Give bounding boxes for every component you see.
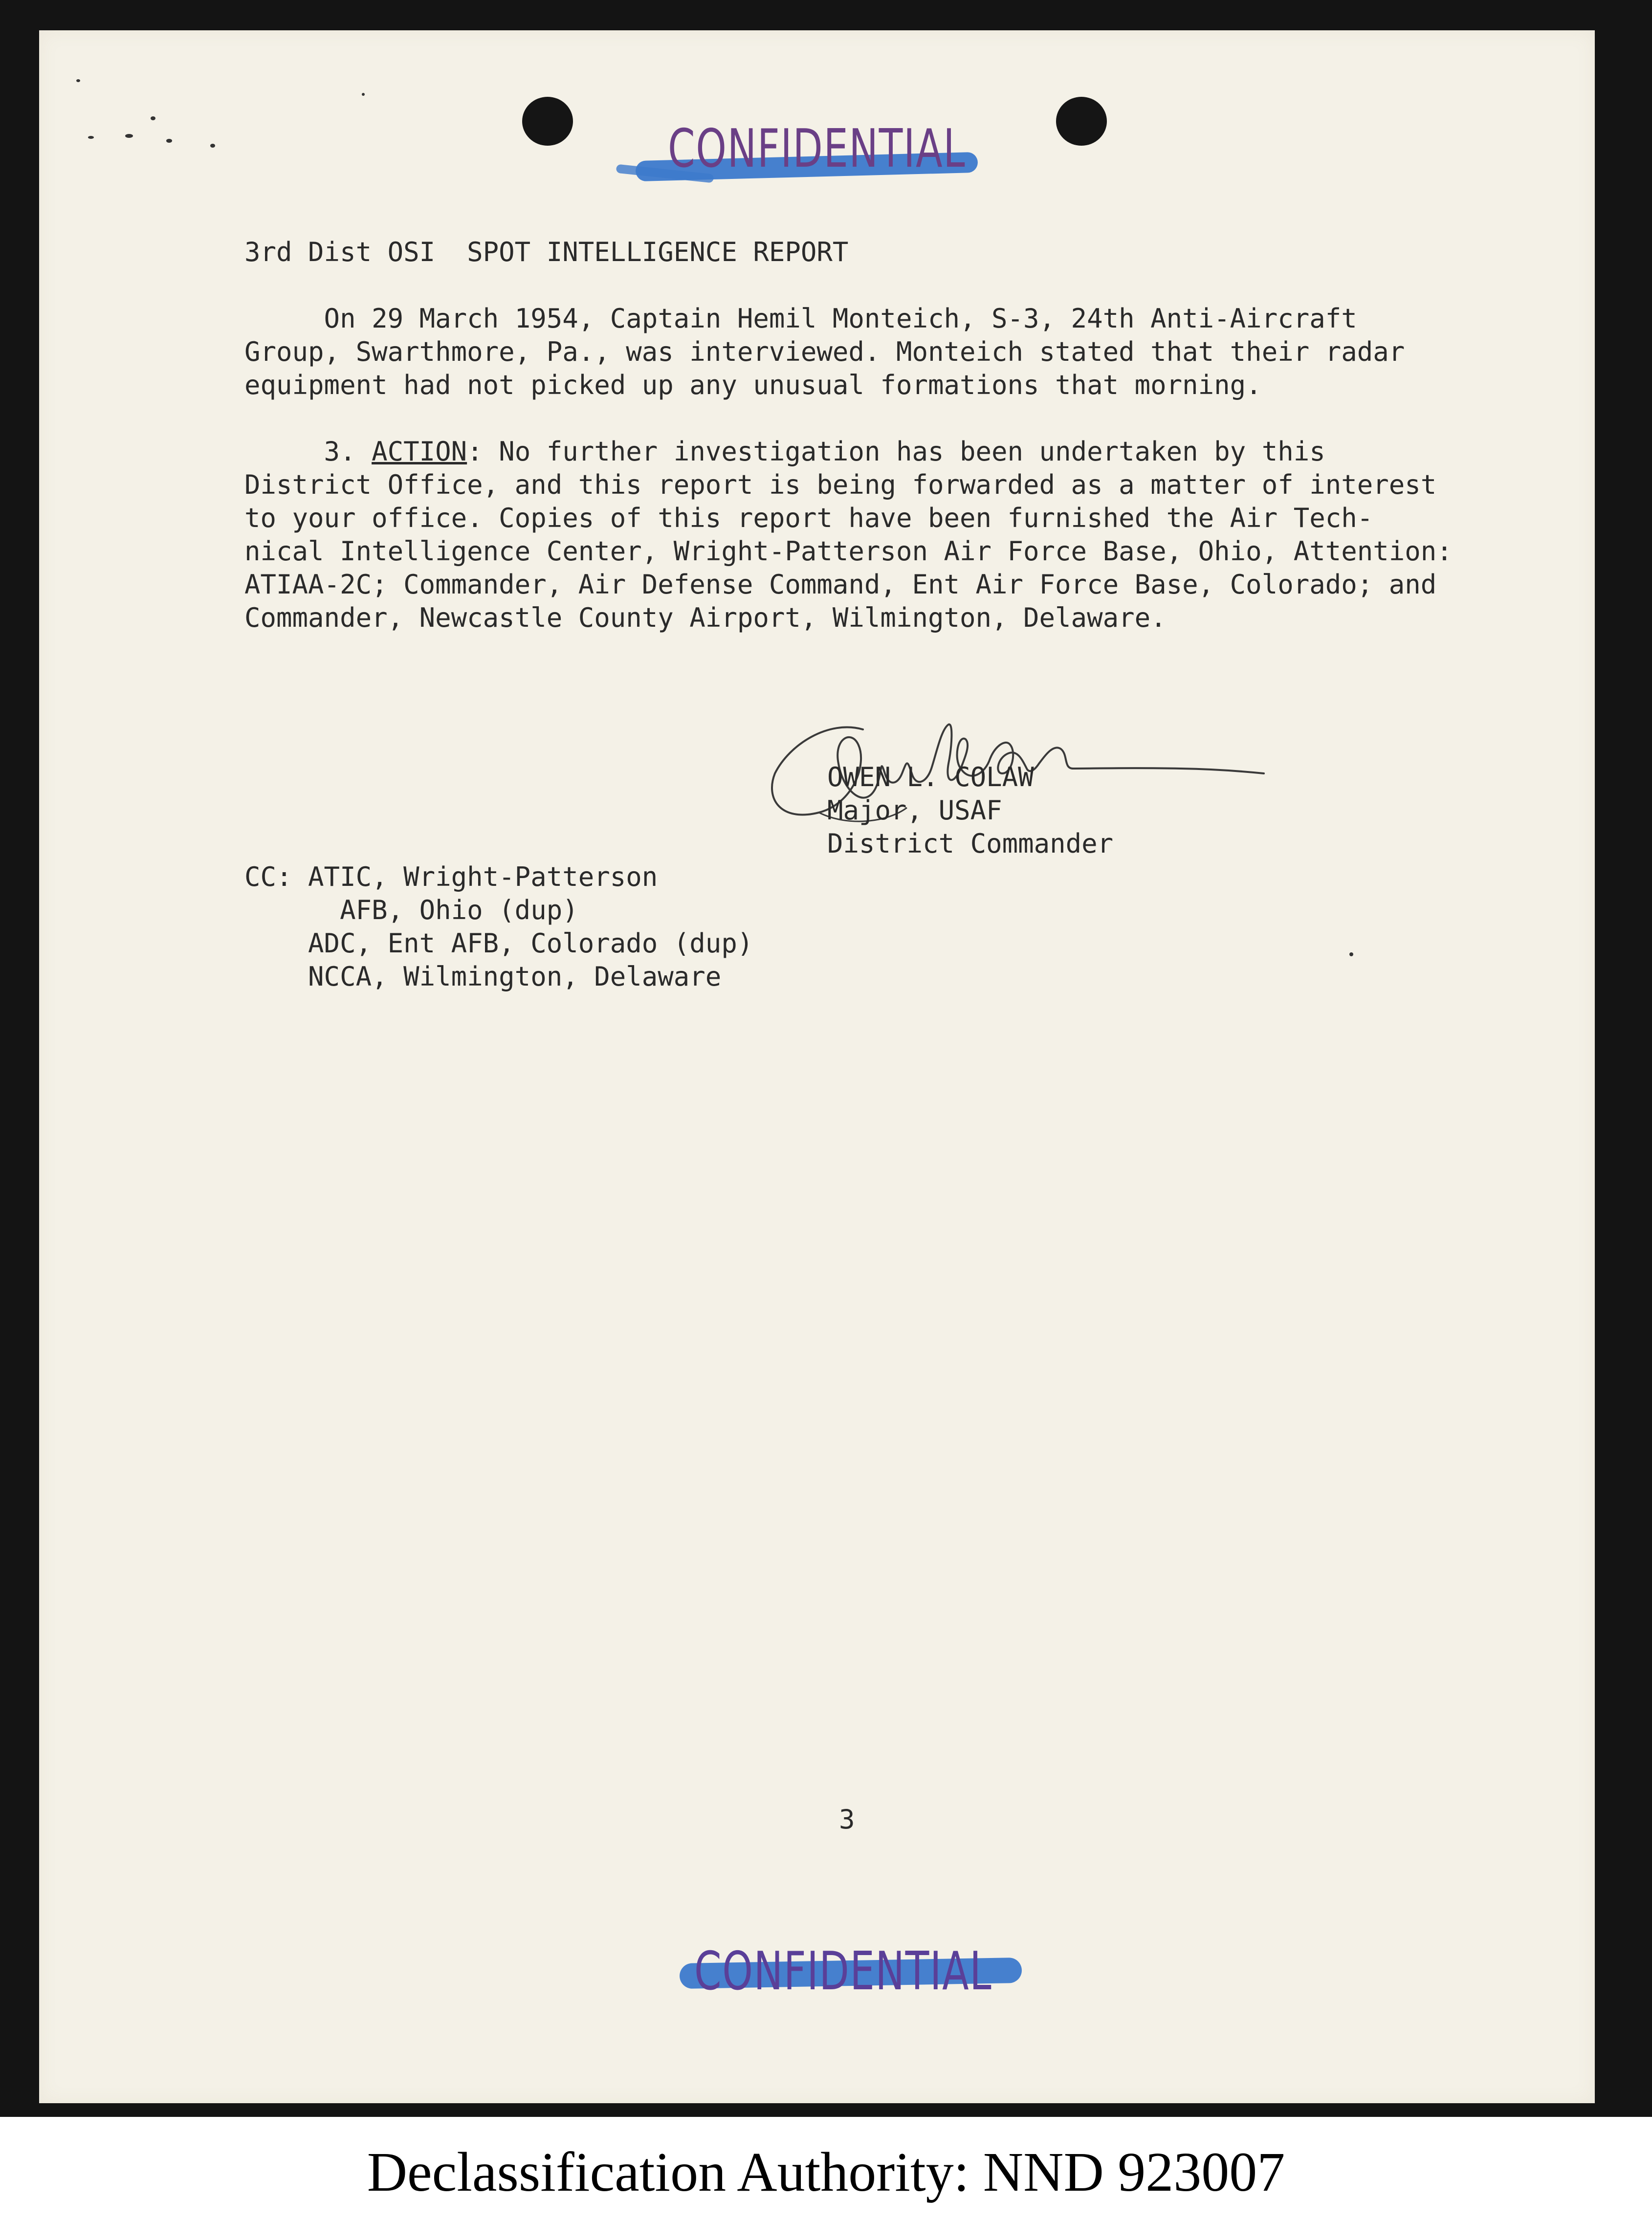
document-page [39, 30, 1595, 2103]
paper-speck [1349, 952, 1353, 956]
paragraph-interview-line-3: equipment had not picked up any unusual formations that morning. [244, 370, 1262, 400]
paper-speck [151, 116, 155, 120]
paper-speck [210, 144, 215, 148]
cc-line-2: AFB, Ohio (dup) [244, 895, 578, 925]
punch-hole-left [522, 97, 573, 146]
action-label: ACTION [372, 436, 467, 467]
signer-title: District Commander [827, 828, 1114, 859]
signer-rank: Major, USAF [827, 795, 1002, 826]
paragraph-number: 3. [244, 436, 372, 467]
paragraph-action-line-3: to your office. Copies of this report have been furnished the Air Tech- [244, 503, 1373, 533]
action-first-line-text: : No further investigation has been undertaken by this [467, 436, 1325, 467]
confidential-stamp-bottom [680, 1941, 1051, 2009]
paragraph-interview-line-2: Group, Swarthmore, Pa., was interviewed. Monteich stated that their radar [244, 336, 1405, 367]
paper-speck [166, 139, 172, 143]
report-header: 3rd Dist OSI SPOT INTELLIGENCE REPORT [244, 237, 849, 267]
cc-line-3: ADC, Ent AFB, Colorado (dup) [244, 928, 753, 959]
confidential-stamp-text: CONFIDENTIAL [694, 1941, 992, 2002]
paper-speck [125, 134, 133, 138]
paragraph-action-line-1 [244, 435, 1325, 468]
punch-hole-right [1056, 97, 1107, 146]
confidential-stamp-text: CONFIDENTIAL [668, 118, 966, 179]
paragraph-action-line-4: nical Intelligence Center, Wright-Patterson Air Force Base, Ohio, Attention: [244, 536, 1453, 567]
paper-speck [88, 136, 94, 139]
signer-name: OWEN L. COLAW [827, 762, 1034, 792]
paragraph-action-line-2: District Office, and this report is being forwarded as a matter of interest [244, 469, 1437, 500]
confidential-stamp-top [616, 118, 988, 187]
page-number: 3 [839, 1804, 855, 1835]
paper-speck [76, 79, 80, 82]
cc-line-1: CC: ATIC, Wright-Patterson [244, 861, 658, 892]
paragraph-interview-line-1: On 29 March 1954, Captain Hemil Monteich, S-3, 24th Anti-Aircraft [244, 303, 1357, 334]
cc-line-4: NCCA, Wilmington, Delaware [244, 961, 722, 992]
paper-speck [362, 93, 365, 96]
paragraph-action-line-5: ATIAA-2C; Commander, Air Defense Command, Ent Air Force Base, Colorado; and [244, 569, 1437, 600]
paragraph-action-line-6: Commander, Newcastle County Airport, Wilmington, Delaware. [244, 602, 1167, 633]
declassification-footer: Declassification Authority: NND 923007 [0, 2122, 1652, 2222]
